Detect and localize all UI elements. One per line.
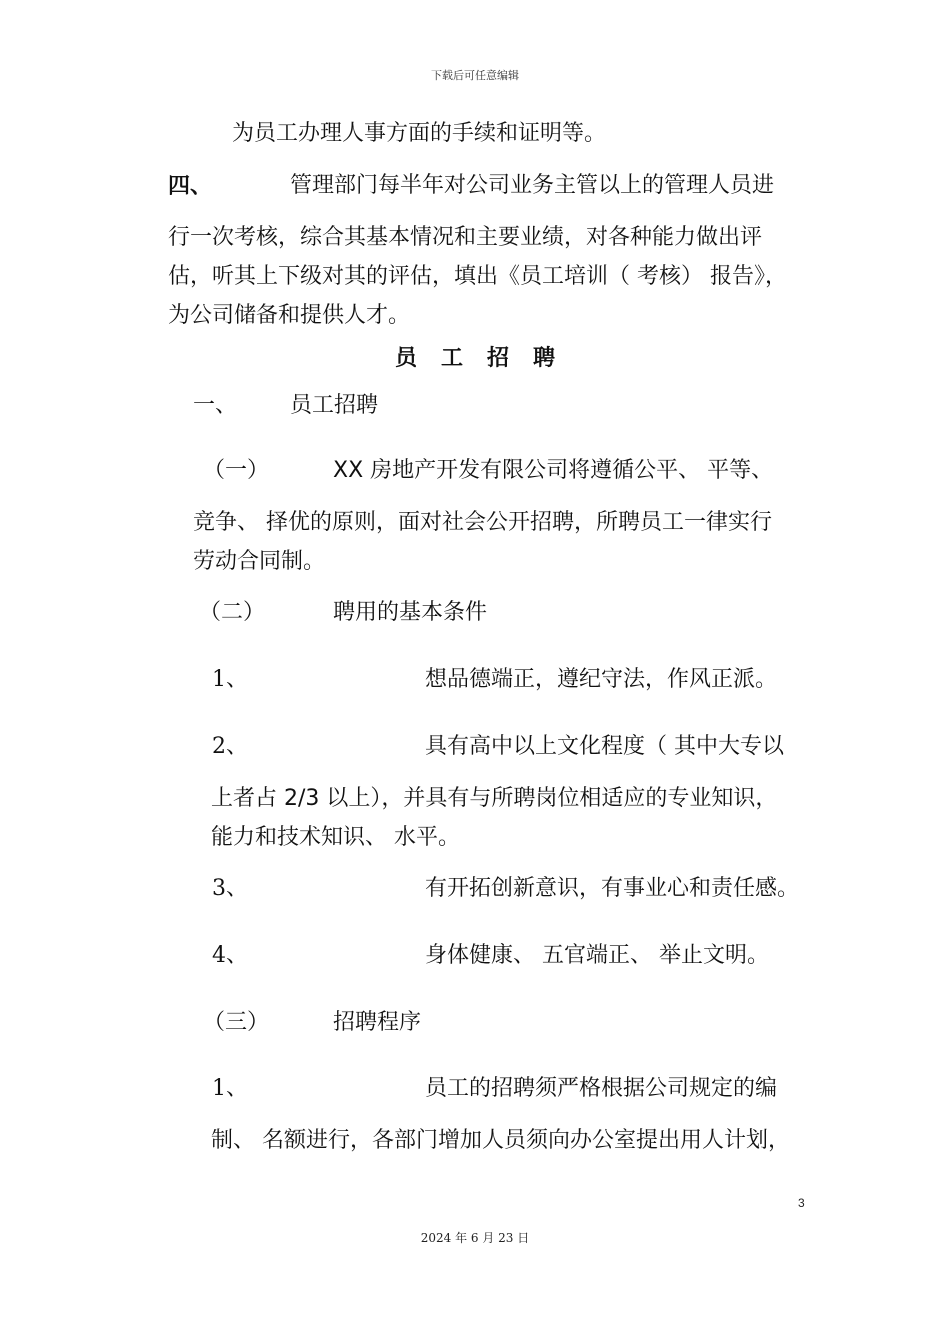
body-line: 身体健康、 五官端正、 举止文明。: [425, 943, 769, 968]
heading-number: 一、: [193, 393, 238, 418]
page-number: 3: [798, 1196, 805, 1210]
footer-date: 2024 年 6 月 23 日: [420, 1231, 530, 1245]
body-line: 劳动合同制。: [193, 549, 326, 574]
clause-label: （二）: [199, 600, 266, 625]
section-number: 四、: [168, 173, 213, 199]
body-line: 具有高中以上文化程度（ 其中大专以: [425, 734, 784, 759]
body-line: 有开拓创新意识，有事业心和责任感。: [425, 876, 800, 901]
page-header: 下载后可任意编辑: [431, 69, 519, 82]
body-line: 估，听其上下级对其的评估，填出《员工培训（ 考核） 报告》，: [168, 264, 787, 289]
item-number: 1、: [212, 667, 248, 692]
body-line: 管理部门每半年对公司业务主管以上的管理人员进: [290, 173, 775, 198]
item-number: 4、: [212, 943, 248, 968]
item-number: 1、: [212, 1076, 248, 1101]
body-line: XX 房地产开发有限公司将遵循公平、 平等、: [333, 458, 774, 483]
body-line: 竞争、 择优的原则，面对社会公开招聘，所聘员工一律实行: [193, 510, 772, 535]
body-line: 为员工办理人事方面的手续和证明等。: [232, 121, 607, 146]
body-line: 招聘程序: [333, 1010, 422, 1035]
body-line: 制、 名额进行，各部门增加人员须向办公室提出用人计划，: [211, 1128, 790, 1153]
section-title: 员工招聘: [395, 346, 580, 371]
body-line: 员工的招聘须严格根据公司规定的编: [425, 1076, 778, 1101]
body-line: 聘用的基本条件: [333, 600, 488, 625]
item-number: 2、: [212, 734, 248, 759]
clause-label: （一）: [203, 458, 270, 483]
item-number: 3、: [212, 876, 248, 901]
clause-label: （三）: [203, 1010, 270, 1035]
body-line: 上者占 2/3 以上），并具有与所聘岗位相适应的专业知识，: [211, 786, 778, 811]
body-line: 行一次考核，综合其基本情况和主要业绩，对各种能力做出评: [168, 225, 763, 250]
body-line: 为公司储备和提供人才。: [168, 303, 411, 328]
heading-text: 员工招聘: [290, 393, 379, 418]
body-line: 想品德端正，遵纪守法，作风正派。: [425, 667, 778, 692]
body-line: 能力和技术知识、 水平。: [211, 825, 460, 850]
